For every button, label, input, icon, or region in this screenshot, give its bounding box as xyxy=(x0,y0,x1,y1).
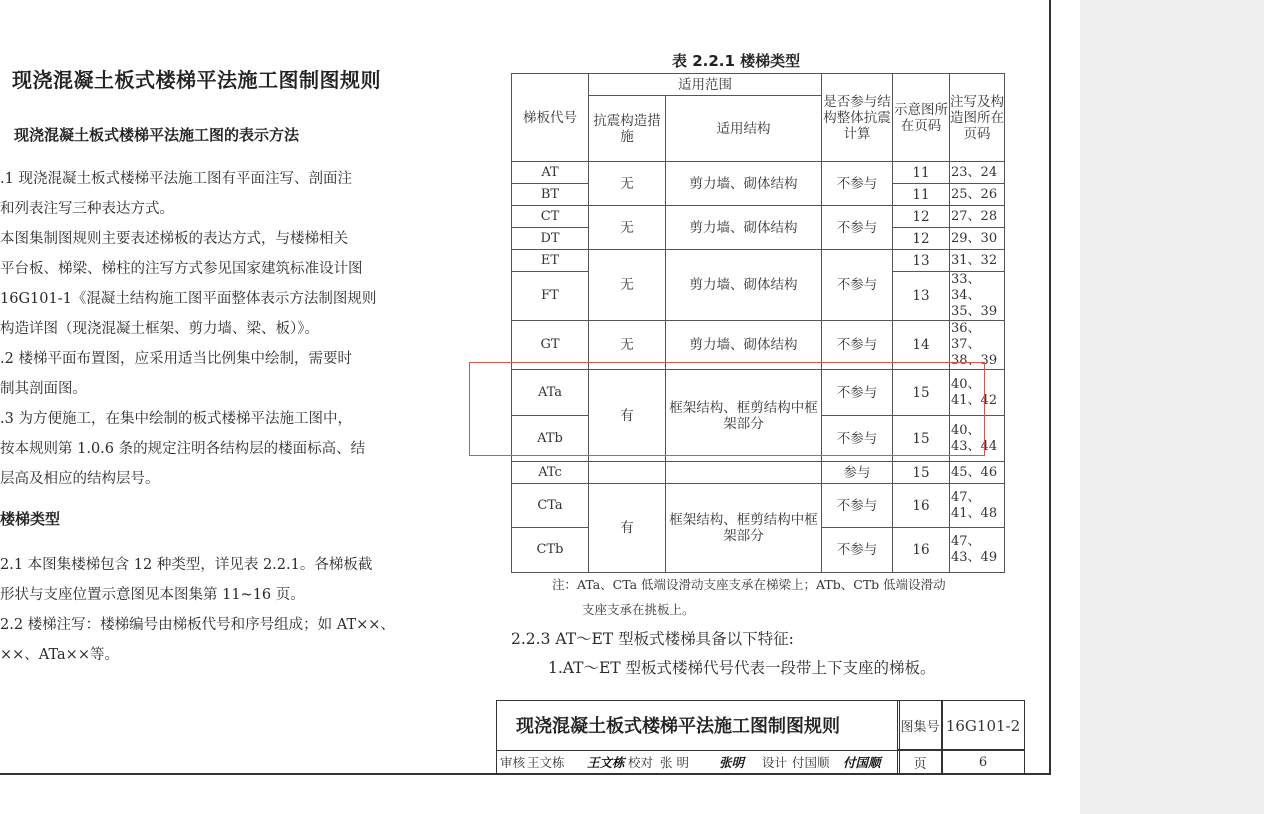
body-line: 2.2 楼梯注写：楼梯编号由梯板代号和序号组成；如 AT××、 xyxy=(0,617,395,633)
cell-participate: 不参与 xyxy=(822,528,893,573)
table-note: 注：ATa、CTa 低端设滑动支座支承在梯梁上；ATb、CTb 低端设滑动 xyxy=(552,577,946,592)
cell-code: CT xyxy=(512,206,589,228)
cell-diagram-page: 16 xyxy=(893,528,950,573)
cell-participate: 不参与 xyxy=(822,162,893,206)
title-block-title: 现浇混凝土板式楼梯平法施工图制图规则 xyxy=(516,716,840,737)
body-line: 16G101-1《混凝土结构施工图平面整体表示方法制图规则 xyxy=(0,291,377,307)
cell-structure: 剪力墙、砌体结构 xyxy=(666,250,822,321)
cell-diagram-page: 13 xyxy=(893,272,950,321)
cell-participate: 不参与 xyxy=(822,484,893,528)
body-line: 2.1 本图集楼梯包含 12 种类型，详见表 2.2.1。各梯板截 xyxy=(0,557,373,573)
check-label: 校对 xyxy=(628,755,654,770)
reviewer-name: 王文栋 xyxy=(527,755,565,770)
header-code: 梯板代号 xyxy=(512,74,589,162)
review-label: 审核 xyxy=(500,755,526,770)
cell-detail-page: 27、28 xyxy=(950,206,1005,228)
cell-detail-page: 36、37、38、39 xyxy=(950,321,1005,370)
cell-diagram-page: 15 xyxy=(893,416,950,462)
designer-signature: 付国顺 xyxy=(843,755,881,770)
cell-seismic: 无 xyxy=(589,206,666,250)
cell-structure: 剪力墙、砌体结构 xyxy=(666,162,822,206)
header-scope: 适用范围 xyxy=(589,74,822,96)
cell-seismic: 有 xyxy=(589,484,666,573)
cell-code: FT xyxy=(512,272,589,321)
page-number: 6 xyxy=(941,749,1025,775)
cell-code: ATb xyxy=(512,416,589,462)
cell-participate: 不参与 xyxy=(822,250,893,321)
atlas-number: 16G101-2 xyxy=(941,700,1025,751)
header-participate: 是否参与结构整体抗震计算 xyxy=(822,74,893,162)
cell-detail-page: 25、26 xyxy=(950,184,1005,206)
cell-detail-page: 47、43、49 xyxy=(950,528,1005,573)
cell-diagram-page: 12 xyxy=(893,206,950,228)
body-line: 制其剖面图。 xyxy=(0,381,87,397)
table-note-continued: 支座支承在挑板上。 xyxy=(582,602,695,617)
body-line: 按本规则第 1.0.6 条的规定注明各结构层的楼面标高、结 xyxy=(0,441,366,457)
cell-structure: 剪力墙、砌体结构 xyxy=(666,321,822,370)
cell-detail-page: 45、46 xyxy=(950,462,1005,484)
cell-structure: 剪力墙、砌体结构 xyxy=(666,206,822,250)
checker-name: 张 明 xyxy=(660,755,689,770)
cell-structure xyxy=(666,462,822,484)
cell-participate: 不参与 xyxy=(822,416,893,462)
cell-code: ET xyxy=(512,250,589,272)
body-line: ××、ATa××等。 xyxy=(0,647,119,663)
body-line: 本图集制图规则主要表述梯板的表达方式，与楼梯相关 xyxy=(0,231,348,247)
cell-code: ATa xyxy=(512,370,589,416)
cell-diagram-page: 12 xyxy=(893,228,950,250)
table-row xyxy=(512,484,1005,528)
cell-diagram-page: 16 xyxy=(893,484,950,528)
cell-detail-page: 31、32 xyxy=(950,250,1005,272)
cell-detail-page: 47、41、48 xyxy=(950,484,1005,528)
cell-participate: 不参与 xyxy=(822,321,893,370)
body-line: 和列表注写三种表达方式。 xyxy=(0,201,174,217)
body-line: 层高及相应的结构层号。 xyxy=(0,471,160,487)
table-row xyxy=(512,250,1005,272)
table-row xyxy=(512,162,1005,184)
cell-structure: 框架结构、框剪结构中框架部分 xyxy=(666,370,822,462)
cell-diagram-page: 11 xyxy=(893,184,950,206)
paragraph-heading: 2.2.3 AT～ET 型板式楼梯具备以下特征: xyxy=(511,630,794,648)
cell-detail-page: 40、41、42 xyxy=(950,370,1005,416)
cell-seismic: 无 xyxy=(589,250,666,321)
cell-diagram-page: 15 xyxy=(893,370,950,416)
cell-participate: 参与 xyxy=(822,462,893,484)
section-title: 现浇混凝土板式楼梯平法施工图制图规则 xyxy=(12,68,381,92)
body-line: 构造详图（现浇混凝土框架、剪力墙、梁、板）》。 xyxy=(0,321,319,337)
reviewer-signature: 王文栋 xyxy=(587,755,625,770)
cell-seismic: 无 xyxy=(589,162,666,206)
cell-code: AT xyxy=(512,162,589,184)
cell-structure: 框架结构、框剪结构中框架部分 xyxy=(666,484,822,573)
highlight-box xyxy=(469,362,985,456)
cell-code: GT xyxy=(512,321,589,370)
cell-seismic: 无 xyxy=(589,321,666,370)
cell-diagram-page: 11 xyxy=(893,162,950,184)
page-label: 页 xyxy=(897,749,943,775)
header-diagram-page: 示意图所在页码 xyxy=(893,74,950,162)
atlas-label: 图集号 xyxy=(897,700,943,751)
body-line: 平台板、梯梁、梯柱的注写方式参见国家建筑标准设计图 xyxy=(0,261,363,277)
title-block-signatures xyxy=(496,749,900,774)
cell-detail-page: 29、30 xyxy=(950,228,1005,250)
body-line: 形状与支座位置示意图见本图集第 11~16 页。 xyxy=(0,587,305,603)
stair-type-table xyxy=(511,73,1005,573)
header-structure: 适用结构 xyxy=(666,96,822,162)
table-row xyxy=(512,462,1005,484)
cell-participate: 不参与 xyxy=(822,206,893,250)
body-line: .3 为方便施工，在集中绘制的板式楼梯平法施工图中， xyxy=(0,411,352,427)
cell-diagram-page: 13 xyxy=(893,250,950,272)
paragraph-item: 1.AT～ET 型板式楼梯代号代表一段带上下支座的梯板。 xyxy=(548,659,936,677)
cell-diagram-page: 15 xyxy=(893,462,950,484)
cell-participate: 不参与 xyxy=(822,370,893,416)
cell-detail-page: 33、34、35、39 xyxy=(950,272,1005,321)
section-subtitle-2: 楼梯类型 xyxy=(0,510,61,528)
frame-border-right xyxy=(1049,0,1051,774)
cell-code: BT xyxy=(512,184,589,206)
cell-seismic xyxy=(589,462,666,484)
table-caption: 表 2.2.1 楼梯类型 xyxy=(672,52,801,70)
cell-code: CTb xyxy=(512,528,589,573)
section-subtitle: 现浇混凝土板式楼梯平法施工图的表示方法 xyxy=(14,126,300,144)
cell-code: CTa xyxy=(512,484,589,528)
header-seismic: 抗震构造措施 xyxy=(589,96,666,162)
design-label: 设计 xyxy=(762,755,788,770)
cell-diagram-page: 14 xyxy=(893,321,950,370)
cell-code: DT xyxy=(512,228,589,250)
cell-code: ATc xyxy=(512,462,589,484)
checker-signature: 张明 xyxy=(719,755,745,770)
header-detail-page: 注写及构造图所在页码 xyxy=(950,74,1005,162)
cell-seismic: 有 xyxy=(589,370,666,462)
frame-border-bottom xyxy=(0,773,1051,775)
cell-detail-page: 23、24 xyxy=(950,162,1005,184)
body-line: .2 楼梯平面布置图，应采用适当比例集中绘制，需要时 xyxy=(0,351,352,367)
table-row xyxy=(512,206,1005,228)
body-line: .1 现浇混凝土板式楼梯平法施工图有平面注写、剖面注 xyxy=(0,171,352,187)
cell-detail-page: 40、43、44 xyxy=(950,416,1005,462)
designer-name: 付国顺 xyxy=(792,755,830,770)
